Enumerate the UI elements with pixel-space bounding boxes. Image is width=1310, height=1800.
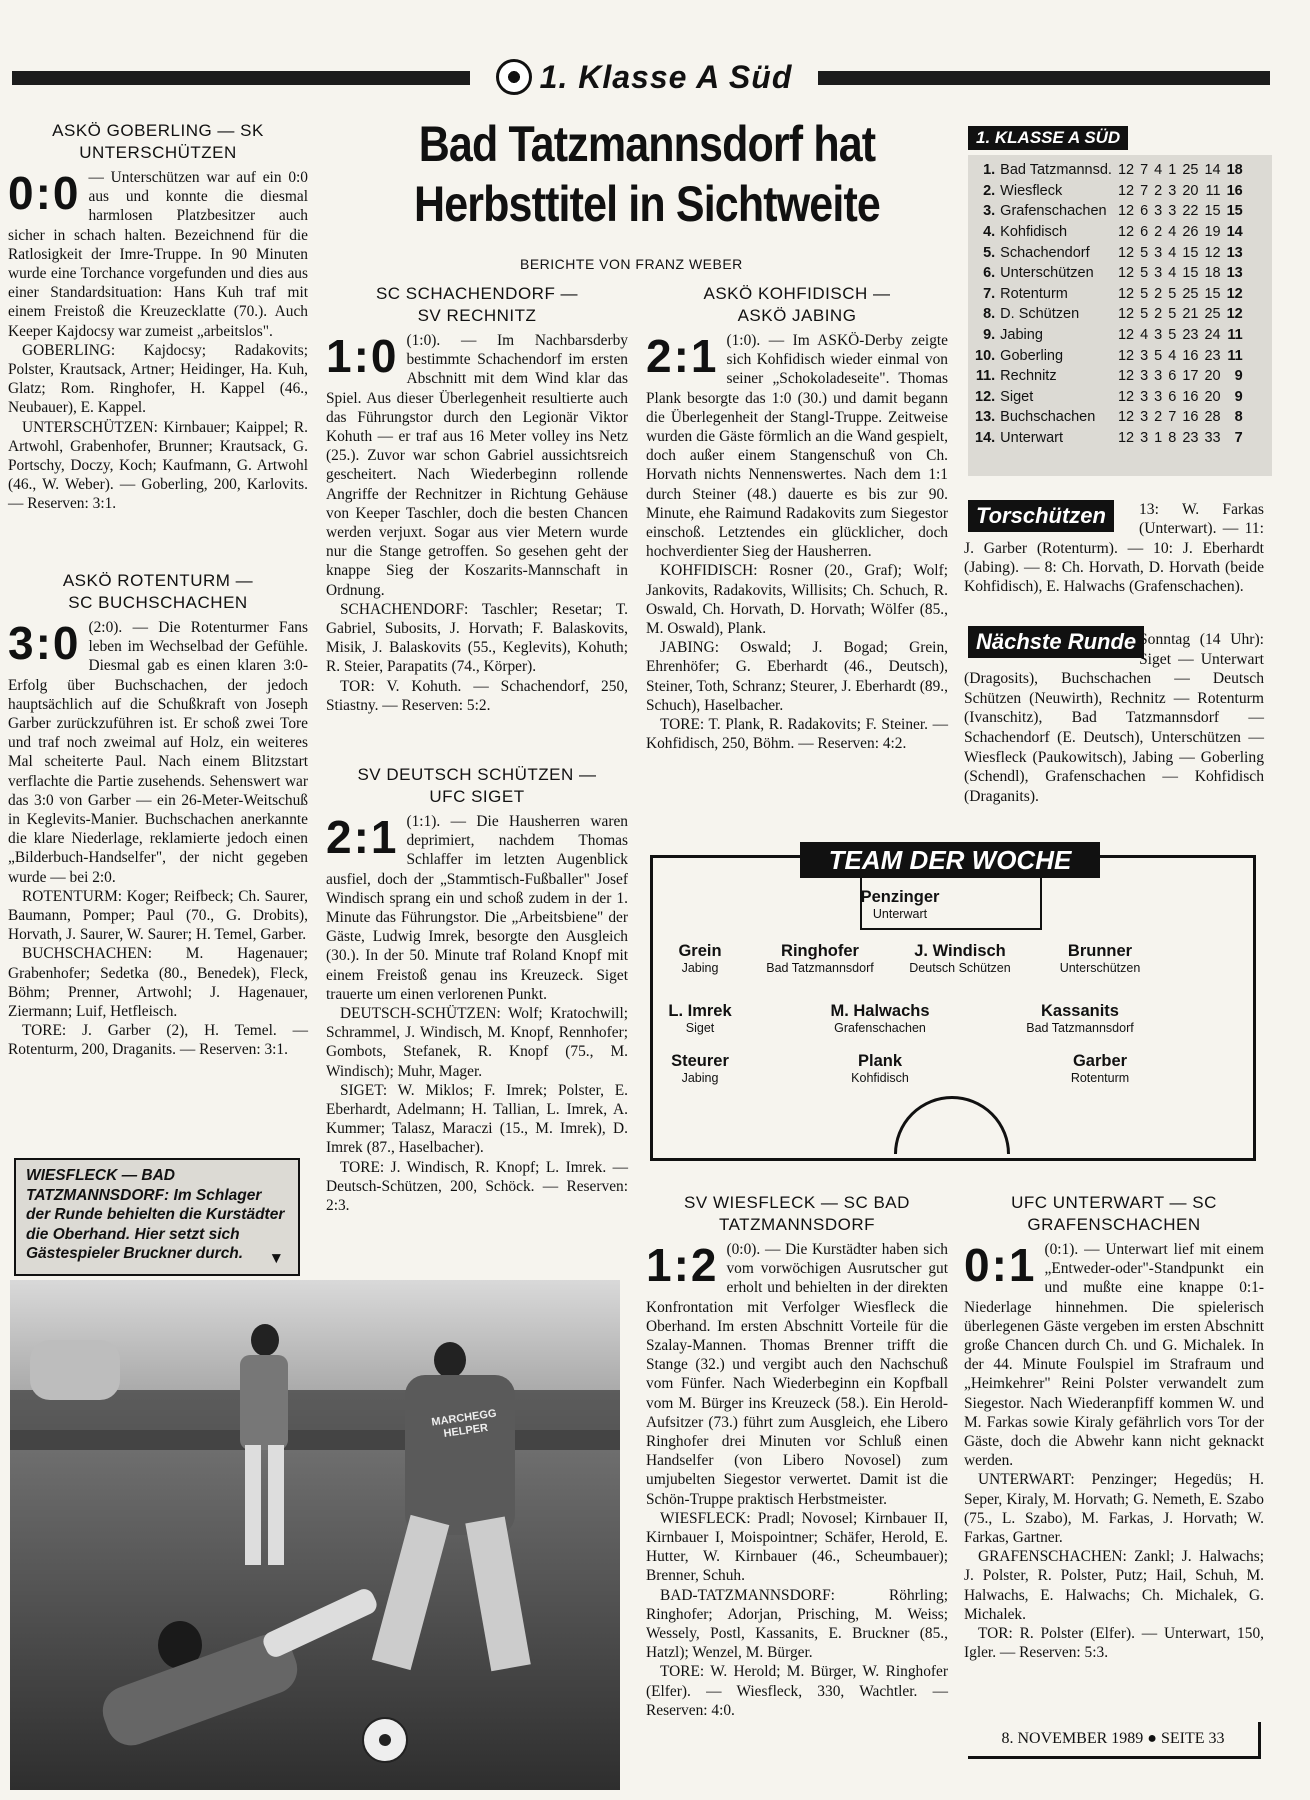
lineup-away: GRAFENSCHACHEN: Zankl; J. Halwachs; J. Polster, R. Polster, Putz; Hail, Schuh, M. Halwachs, E. Halwachs; Ch. Michalek, G. Michalek. xyxy=(964,1548,1264,1623)
team-name: Rechnitz xyxy=(1000,368,1057,385)
lineup-away: BAD-TATZMANNSDORF: Röhrling; Ringhofer; Adorjan, Prisching, M. Weiss; Wessely, Postl, Kassanits, E. Bruckner (85., Hatzl); Wenzel, M. Bürger. xyxy=(646,1586,948,1662)
game-score: 2:1 xyxy=(646,330,719,382)
stat-cell: 16 xyxy=(1182,347,1199,364)
table-row xyxy=(972,304,1246,325)
headline: Bad Tatzmannsdorf hat Herbsttitel in Sichtweite xyxy=(414,116,880,232)
rank: 14. xyxy=(975,430,996,447)
stat-cell: 24 xyxy=(1204,327,1221,344)
section-title xyxy=(470,56,818,98)
goals: TORE: J. Garber (2), H. Temel. — Rotenturm, 200, Draganits. — Reserven: 3:1. xyxy=(8,1022,308,1059)
stat-cell: 5 xyxy=(1140,265,1149,282)
lineup-away: SIGET: W. Miklos; F. Imrek; Polster, E. Eberhardt, Adelmann; H. Tallian, L. Imrek, A. Kummer; Talasz, Maraczi (15., M. Imrek), D. Imrek (87., Haselbacher). xyxy=(326,1081,628,1157)
game-title: ASKÖ GOBERLING — SK UNTERSCHÜTZEN xyxy=(52,121,264,162)
stat-cell: 1 xyxy=(1154,430,1163,447)
next-round-text xyxy=(964,630,1264,806)
game-title: UFC UNTERWART — SC GRAFENSCHACHEN xyxy=(1011,1193,1217,1234)
stat-cell: 6 xyxy=(1140,203,1149,220)
league-table xyxy=(968,155,1272,476)
lineup-away: BUCHSCHACHEN: M. Hagenauer; Grabenhofer; Sedetka (80., Benedek), Fleck, Böhm; Prenner, Artwohl; J. Hagenauer, Ziermann; Luif, Hetfleisch. xyxy=(8,945,308,1021)
table-row xyxy=(972,387,1246,408)
stat-cell: 4 xyxy=(1154,162,1163,179)
photo-illustration xyxy=(10,1280,620,1790)
stat-cell: 33 xyxy=(1204,430,1221,447)
stat-cell: 4 xyxy=(1140,327,1149,344)
page-footer: 8. NOVEMBER 1989 ● SEITE 33 xyxy=(968,1722,1261,1759)
game-title: ASKÖ KOHFIDISCH — ASKÖ JABING xyxy=(703,284,891,325)
stat-cell: 12 xyxy=(1117,182,1135,199)
header-rule-right xyxy=(818,71,1270,85)
team-name: Siget xyxy=(1000,388,1034,405)
player-club: Jabing xyxy=(681,1071,719,1085)
scorers-list: 13: W. Farkas (Unterwart). — 11: J. Garber (Rotenturm). — 10: J. Eberhardt (Jabing). — 8: Ch. Horvath, D. Horvath (beide Kohfidisch), E. Halwachs (Grafenschachen). xyxy=(964,501,1264,596)
stat-cell: 7 xyxy=(1168,409,1177,426)
rank: 10. xyxy=(975,347,996,364)
lineup-home: KOHFIDISCH: Rosner (20., Graf); Wolf; Jankovits, Radakovits, Willisits; Ch. Schuch, R. Oswald, Ch. Horvath, D. Horvath; Wölfer (85., M. Oswald), Plank. xyxy=(646,562,948,638)
stat-cell: 23 xyxy=(1204,347,1221,364)
article-rotenturm xyxy=(8,570,308,1060)
game-report: (0:1). — Unterwart lief mit einem „Entweder-oder"-Standpunkt ein und mußte eine knappe 0:1-Niederlage hinnehmen. Die spielerisch überlegenen Gäste vergeben im ersten Abschnitt große Chancen durch Ch. und G. Michalek. In der 44. Minute Foulspiel im Strafraum und „Heimkehrer" Reini Polster verwandelt zum Siegestor. Nach Wiederanpfiff kommen W. und M. Farkas sowie Kiraly gefährlich vors Tor der Gäste, doch die Abwehr kann nicht geknackt werden. xyxy=(964,1241,1264,1470)
rank: 12. xyxy=(975,388,996,405)
team-player xyxy=(770,1052,990,1085)
stat-cell: 14 xyxy=(1204,162,1221,179)
rank: 2. xyxy=(983,182,996,199)
stat-cell: 12 xyxy=(1117,162,1135,179)
stat-cell: 1 xyxy=(1168,162,1177,179)
rank: 7. xyxy=(983,285,996,302)
game-report: (1:1). — Die Hausherren waren deprimiert, nachdem Thomas Schlaffer im letzten Augenblick ausfiel, doch der „Stammtisch-Fußballer" Josef Windisch sprang ein und schoß zudem in der 1. Minute das Führungstor. Die „Arbeitsbiene" der Gäste, Ludwig Imrek, besorgte den Ausgleich (30.). In der 50. Minute traf Roland Knopf mit einem Freistoß genau ins Kreuzeck. Siget trauerte um einen verlorenen Punkt. xyxy=(326,813,628,1003)
game-score: 2:1 xyxy=(326,811,399,863)
stat-cell: 9 xyxy=(1234,388,1243,405)
stat-cell: 2 xyxy=(1154,306,1163,323)
table-row xyxy=(972,428,1246,449)
caption-text: WIESFLECK — BAD TATZMANNSDORF: Im Schlager der Runde behielten die Kurstädter die Oberhand. Hier setzt sich Gästespieler Bruckner durch. xyxy=(26,1167,285,1262)
stat-cell: 15 xyxy=(1182,244,1199,261)
stat-cell: 11 xyxy=(1227,327,1243,344)
stat-cell: 9 xyxy=(1234,368,1243,385)
team-name: Rotenturm xyxy=(1000,285,1068,302)
stat-cell: 6 xyxy=(1140,224,1149,241)
stat-cell: 15 xyxy=(1182,265,1199,282)
stat-cell: 5 xyxy=(1140,306,1149,323)
player-club: Siget xyxy=(685,1021,715,1035)
team-name: Jabing xyxy=(1000,327,1043,344)
goals: TORE: J. Windisch, R. Knopf; L. Imrek. — Deutsch-Schützen, 200, Schöck. — Reserven: 2:3. xyxy=(326,1158,628,1215)
stat-cell: 12 xyxy=(1117,327,1135,344)
article-unterwart xyxy=(964,1192,1264,1662)
player-name: Garber xyxy=(1072,1052,1128,1070)
stat-cell: 25 xyxy=(1182,285,1199,302)
goals: TORE: W. Herold; M. Bürger, W. Ringhofer (Elfer). — Wiesfleck, 330, Wachtler. — Reserven: 4:0. xyxy=(646,1663,948,1719)
stat-cell: 4 xyxy=(1168,224,1177,241)
team-player xyxy=(970,1002,1190,1035)
game-score: 1:0 xyxy=(326,330,399,382)
article-kohfidisch xyxy=(646,283,948,753)
stat-cell: 28 xyxy=(1204,409,1221,426)
stat-cell: 8 xyxy=(1234,409,1243,426)
team-name: Wiesfleck xyxy=(1000,182,1063,199)
stat-cell: 21 xyxy=(1182,306,1199,323)
game-score: 0:1 xyxy=(964,1239,1037,1291)
team-name: Goberling xyxy=(1000,347,1064,364)
stat-cell: 3 xyxy=(1154,203,1163,220)
goals: TOR: R. Polster (Elfer). — Unterwart, 150, Igler. — Reserven: 5:3. xyxy=(964,1625,1264,1662)
section-title-text: 1. Klasse A Süd xyxy=(539,58,793,95)
player-club: Rotenturm xyxy=(1070,1071,1130,1085)
table-row xyxy=(972,263,1246,284)
player-name: Ringhofer xyxy=(781,942,859,960)
stat-cell: 12 xyxy=(1117,409,1135,426)
stat-cell: 12 xyxy=(1117,265,1135,282)
stat-cell: 26 xyxy=(1182,224,1199,241)
stat-cell: 16 xyxy=(1182,409,1199,426)
player-name: J. Windisch xyxy=(914,942,1006,960)
lineup-home: ROTENTURM: Koger; Reifbeck; Ch. Saurer, Baumann, Pomper; Paul (70., G. Drobits), Horvath, J. Saurer, W. Saurer; H. Temel, Garber. xyxy=(8,887,308,944)
scorers-text xyxy=(964,500,1264,596)
stat-cell: 8 xyxy=(1168,430,1177,447)
football-icon xyxy=(496,59,532,95)
lineup-home: UNTERWART: Penzinger; Hegedüs; H. Seper, Kiraly, M. Horvath; G. Nemeth, E. Szabo (75., L. Szabo), M. Farkas, J. Horvath; W. Farkas, Gartner. xyxy=(964,1471,1264,1547)
stat-cell: 3 xyxy=(1168,182,1177,199)
stat-cell: 4 xyxy=(1168,347,1177,364)
lineup-away: JABING: Oswald; J. Bogad; Grein, Ehrenhöfer; G. Eberhardt (46., Deutsch), Steiner, Toth, Schranz; Steurer, J. Eberhardt (89., Schuch), Haselbacher. xyxy=(646,639,948,714)
stat-cell: 20 xyxy=(1204,368,1221,385)
rank: 11. xyxy=(975,368,996,385)
stat-cell: 12 xyxy=(1117,285,1135,302)
table-title: 1. KLASSE A SÜD xyxy=(968,126,1128,150)
rank: 8. xyxy=(983,306,996,323)
stat-cell: 6 xyxy=(1168,368,1177,385)
match-photo xyxy=(10,1280,620,1790)
stat-cell: 12 xyxy=(1117,203,1135,220)
stat-cell: 22 xyxy=(1182,203,1199,220)
player-name: Kassanits xyxy=(1041,1002,1119,1020)
game-title: SV DEUTSCH SCHÜTZEN — UFC SIGET xyxy=(357,765,597,806)
team-name: D. Schützen xyxy=(1000,306,1080,323)
stat-cell: 5 xyxy=(1154,347,1163,364)
game-report: (1:0). — Im Nachbarsderby bestimmte Schachendorf im ersten Abschnitt mit dem Wind klar das Spiel. Aus dieser Überlegenheit resultierte auch das Führungstor durch den Legionär Viktor Kohuth — er traf aus 16 Meter volley ins Netz (25.). Zuvor war schon Gabriel aussichtsreich gescheitert. Nach Wiederbeginn rollende Angriffe der Rechnitzer in Richtung Gehäuse von Keeper Taschler, doch die besten Chancen werden verjuxt. Sogar aus vier Metern wurde nur die Stange getroffen. So gesehen geht der knappe Sieg der Koszarits-Mannschaft in Ordnung. xyxy=(326,332,628,599)
stat-cell: 12 xyxy=(1226,306,1243,323)
stat-cell: 5 xyxy=(1168,285,1177,302)
stat-cell: 2 xyxy=(1154,409,1163,426)
stat-cell: 17 xyxy=(1182,368,1199,385)
table-row xyxy=(972,160,1246,181)
player-club: Bad Tatzmannsdorf xyxy=(766,961,874,975)
table-row xyxy=(972,242,1246,263)
stat-cell: 4 xyxy=(1168,265,1177,282)
stat-cell: 18 xyxy=(1204,265,1221,282)
table-row xyxy=(972,181,1246,202)
team-name: Unterschützen xyxy=(1000,265,1094,282)
stat-cell: 15 xyxy=(1226,203,1243,220)
stat-cell: 3 xyxy=(1154,327,1163,344)
rank: 9. xyxy=(983,327,996,344)
photo-caption xyxy=(14,1158,300,1276)
stat-cell: 5 xyxy=(1168,327,1177,344)
player-club: Unterwart xyxy=(872,907,928,921)
stat-cell: 19 xyxy=(1204,224,1221,241)
stat-cell: 5 xyxy=(1140,244,1149,261)
stat-cell: 20 xyxy=(1204,388,1221,405)
lineup-home: DEUTSCH-SCHÜTZEN: Wolf; Kratochwill; Schrammel, J. Windisch, M. Knopf, Rennhofer; Gombots, Stefanek, R. Knopf (75., M. Windisch); Muhr, Mager. xyxy=(326,1005,628,1080)
stat-cell: 3 xyxy=(1140,388,1149,405)
stat-cell: 4 xyxy=(1168,244,1177,261)
stat-cell: 3 xyxy=(1154,368,1163,385)
team-name: Bad Tatzmannsd. xyxy=(1000,162,1112,179)
stat-cell: 12 xyxy=(1117,368,1135,385)
team-name: Grafenschachen xyxy=(1000,203,1107,220)
player-name: Grein xyxy=(678,942,722,960)
stat-cell: 13 xyxy=(1226,244,1243,261)
stat-cell: 3 xyxy=(1154,244,1163,261)
goals: TOR: V. Kohuth. — Schachendorf, 250, Stiastny. — Reserven: 5:2. xyxy=(326,677,628,714)
stat-cell: 7 xyxy=(1140,162,1149,179)
team-player xyxy=(790,888,1010,921)
article-schachendorf xyxy=(326,283,628,715)
game-score: 3:0 xyxy=(8,617,81,669)
stat-cell: 15 xyxy=(1204,285,1221,302)
table-row xyxy=(972,407,1246,428)
team-player xyxy=(770,1002,990,1035)
rank: 6. xyxy=(983,265,996,282)
next-round-list: Sonntag (14 Uhr): Siget — Unterwart (Dragosits), Buchschachen — Deutsch Schützen (Neuwirth), Rechnitz — Rotenturm (Ivanschitz), Bad Tatzmannsdorf — Schachendorf (E. Deutsch), Unterschützen — Wiesfleck (Paukowitsch), Jabing — Goberling (Schendl), Grafenschachen — Kohfidisch (Draganits). xyxy=(964,631,1264,805)
stat-cell: 3 xyxy=(1154,265,1163,282)
standings-table xyxy=(972,160,1246,448)
table-row xyxy=(972,325,1246,346)
goals: TORE: T. Plank, R. Radakovits; F. Steiner. — Kohfidisch, 250, Böhm. — Reserven: 4:2. xyxy=(646,716,948,753)
article-goberling xyxy=(8,120,308,514)
player-club: Deutsch Schützen xyxy=(909,961,1011,975)
game-report: (1:0). — Im ASKÖ-Derby zeigte sich Kohfidisch wieder einmal von seiner „Schokoladeseite". Thomas Plank besorgte das 1:0 (30.) und damit begann die Überlegenheit der Stangl-Truppe. Zeitweise wurden die Gäste förmlich an die Wand gespielt, doch außer einem Stangenschuß von Ch. Horvath nichts Nennenswertes. Nach dem 1:1 durch Steiner (48.) dauerte es bis zur 90. Minute, ehe Raimund Radakovits zum Siegestor einschoß. Letztendes ein glücklicher, doch hochverdienter Sieg der Hausherren. xyxy=(646,332,948,561)
stat-cell: 5 xyxy=(1140,285,1149,302)
rank: 5. xyxy=(983,244,996,261)
lineup-home: SCHACHENDORF: Taschler; Resetar; T. Gabriel, Subosits, J. Horvath; F. Balaskovits, Misik, J. Balaskovits (55., Keglevits), Kohuth; R. Steier, Parapatits (74., Körper). xyxy=(326,600,628,676)
team-name: Buchschachen xyxy=(1000,409,1096,426)
stat-cell: 7 xyxy=(1140,182,1149,199)
stat-cell: 3 xyxy=(1140,409,1149,426)
game-report: (0:0). — Die Kurstädter haben sich vom vorwöchigen Ausrutscher gut erholt und behielten in der direkten Konfrontation mit Verfolger Wiesfleck die Oberhand. Im ersten Abschnitt Vorteile für die Szalay-Mannen. Thomas Brenner trifft die Stange (32.) und vergibt auch den Nachschuß vom Fünfer. Nach Wiederbeginn ein Kopfball vom M. Bürger ins Kreuzeck (58.). Ein Herold-Aufsitzer (73.) führt zum Ausgleich, ehe Libero Ringhofer drei Minuten vor Schluß einen Handselfer (von Libero Novosel) zum umjubelten Siegestor verwertet. Damit ist die Schön-Truppe praktisch Herbstmeister. xyxy=(646,1241,948,1508)
team-player xyxy=(990,1052,1210,1085)
team-name: Schachendorf xyxy=(1000,244,1090,261)
game-report: — Unterschützen war auf ein 0:0 aus und konnte die diesmal harmlosen Platzbesitzer auch sicher in schach halten. Bezeichnend für die Ratlosigkeit der Imre-Truppe. In 90 Minuten wurde eine Torchance vorgefunden und dies aus einer Standardsituation: Hans Kuh traf mit einem Freistoß die Kreuzecklatte (70.). Auch Keeper Kajdocsy war zumeist „arbeitslos". xyxy=(8,169,308,340)
game-title: SV WIESFLECK — SC BAD TATZMANNSDORF xyxy=(684,1193,910,1234)
player-name: L. Imrek xyxy=(668,1002,732,1020)
team-player xyxy=(990,942,1210,975)
stat-cell: 5 xyxy=(1168,306,1177,323)
player-club: Kohfidisch xyxy=(851,1071,909,1085)
player-name: Penzinger xyxy=(860,888,940,906)
stat-cell: 12 xyxy=(1117,224,1135,241)
table-row xyxy=(972,222,1246,243)
rank: 4. xyxy=(983,224,996,241)
stat-cell: 12 xyxy=(1117,306,1135,323)
stat-cell: 23 xyxy=(1182,430,1199,447)
byline: BERICHTE VON FRANZ WEBER xyxy=(520,256,743,272)
lineup-home: WIESFLECK: Pradl; Novosel; Kirnbauer II, Kirnbauer I, Moispointner; Schäfer, Herold, E. Hutter, W. Kirnbauer (46., Scheumbauer); Brenner, Schuh. xyxy=(646,1509,948,1585)
game-title: ASKÖ ROTENTURM — SC BUCHSCHACHEN xyxy=(62,571,254,612)
stat-cell: 16 xyxy=(1226,182,1243,199)
team-name: Unterwart xyxy=(1000,430,1064,447)
stat-cell: 13 xyxy=(1226,265,1243,282)
player-club: Unterschützen xyxy=(1059,961,1141,975)
shirt-text: MARCHEGG HELPER xyxy=(430,1407,498,1440)
table-row xyxy=(972,201,1246,222)
player-name: Plank xyxy=(857,1052,903,1070)
next-round-label: Nächste Runde xyxy=(968,626,1144,658)
team-of-week-title: TEAM DER WOCHE xyxy=(800,842,1100,878)
table-row xyxy=(972,345,1246,366)
stat-cell: 2 xyxy=(1154,224,1163,241)
stat-cell: 3 xyxy=(1154,388,1163,405)
stat-cell: 15 xyxy=(1204,203,1221,220)
team-name: Kohfidisch xyxy=(1000,224,1068,241)
player-club: Jabing xyxy=(681,961,719,975)
table-row xyxy=(972,366,1246,387)
stat-cell: 12 xyxy=(1117,430,1135,447)
game-title: SC SCHACHENDORF — SV RECHNITZ xyxy=(375,284,579,325)
lineup-home: GOBERLING: Kajdocsy; Radakovits; Polster, Krautsack, Artner; Heidinger, Ha. Kuh, Glatz; Rom. Ringhofer, H. Kappel (46., Neubauer), E. Kappel. xyxy=(8,341,308,417)
stat-cell: 12 xyxy=(1117,347,1135,364)
stat-cell: 3 xyxy=(1140,430,1149,447)
stat-cell: 16 xyxy=(1182,388,1199,405)
article-wiesfleck xyxy=(646,1192,948,1720)
article-deutschschuetzen xyxy=(326,764,628,1215)
stat-cell: 18 xyxy=(1226,162,1243,179)
stat-cell: 6 xyxy=(1168,388,1177,405)
rank: 3. xyxy=(983,203,996,220)
stat-cell: 11 xyxy=(1227,347,1243,364)
header-rule-left xyxy=(12,71,470,85)
player-club: Grafenschachen xyxy=(834,1021,926,1035)
stat-cell: 25 xyxy=(1182,162,1199,179)
rank: 1. xyxy=(983,162,996,179)
stat-cell: 12 xyxy=(1226,285,1243,302)
stat-cell: 25 xyxy=(1204,306,1221,323)
stat-cell: 14 xyxy=(1226,224,1243,241)
stat-cell: 12 xyxy=(1204,244,1221,261)
player-name: Brunner xyxy=(1067,942,1133,960)
stat-cell: 20 xyxy=(1182,182,1199,199)
game-score: 0:0 xyxy=(8,167,81,219)
stat-cell: 12 xyxy=(1117,388,1135,405)
stat-cell: 12 xyxy=(1117,244,1135,261)
arrow-down-icon: ▼ xyxy=(268,1249,284,1267)
stat-cell: 23 xyxy=(1182,327,1199,344)
player-name: M. Halwachs xyxy=(830,1002,930,1020)
stat-cell: 2 xyxy=(1154,182,1163,199)
table-row xyxy=(972,284,1246,305)
stat-cell: 3 xyxy=(1168,203,1177,220)
game-score: 1:2 xyxy=(646,1239,719,1291)
stat-cell: 3 xyxy=(1140,347,1149,364)
game-report: (2:0). — Die Rotenturmer Fans leben im Wechselbad der Gefühle. Diesmal gab es einen klaren 3:0-Erfolg über Buchschachen, der jedoch hauptsächlich auf die Schußkraft von Joseph Garber zurückzuführen ist. Er schoß zwei Tore und traf noch zweimal auf Holz, ein weiteres Mal scheiterte Paul. Nach einem Blitzstart verflachte die Partie zusehends. Sehenswert war das 3:0 von Garber — ein 26-Meter-Weitschuß in Keglevits-Manier. Buchschachen anerkannte die klare Niederlage, reklamierte jedoch einen „Bilderbuch-Handselfer", der nicht gegeben wurde — bei 2:0. xyxy=(8,619,308,886)
rank: 13. xyxy=(975,409,996,426)
player-name: Steurer xyxy=(671,1052,729,1070)
scorers-label: Torschützen xyxy=(968,500,1114,532)
stat-cell: 3 xyxy=(1140,368,1149,385)
stat-cell: 7 xyxy=(1234,430,1243,447)
stat-cell: 11 xyxy=(1205,182,1221,199)
stat-cell: 2 xyxy=(1154,285,1163,302)
lineup-away: UNTERSCHÜTZEN: Kirnbauer; Kaippel; R. Artwohl, Grabenhofer, Brunner; Krautsack, G. Portschy, Doczy, Koch; Kaufmann, G. Artwohl (46., W. Weber). — Goberling, 200, Karlovits. — Reserven: 3:1. xyxy=(8,418,308,513)
player-club: Bad Tatzmannsdorf xyxy=(1026,1021,1134,1035)
